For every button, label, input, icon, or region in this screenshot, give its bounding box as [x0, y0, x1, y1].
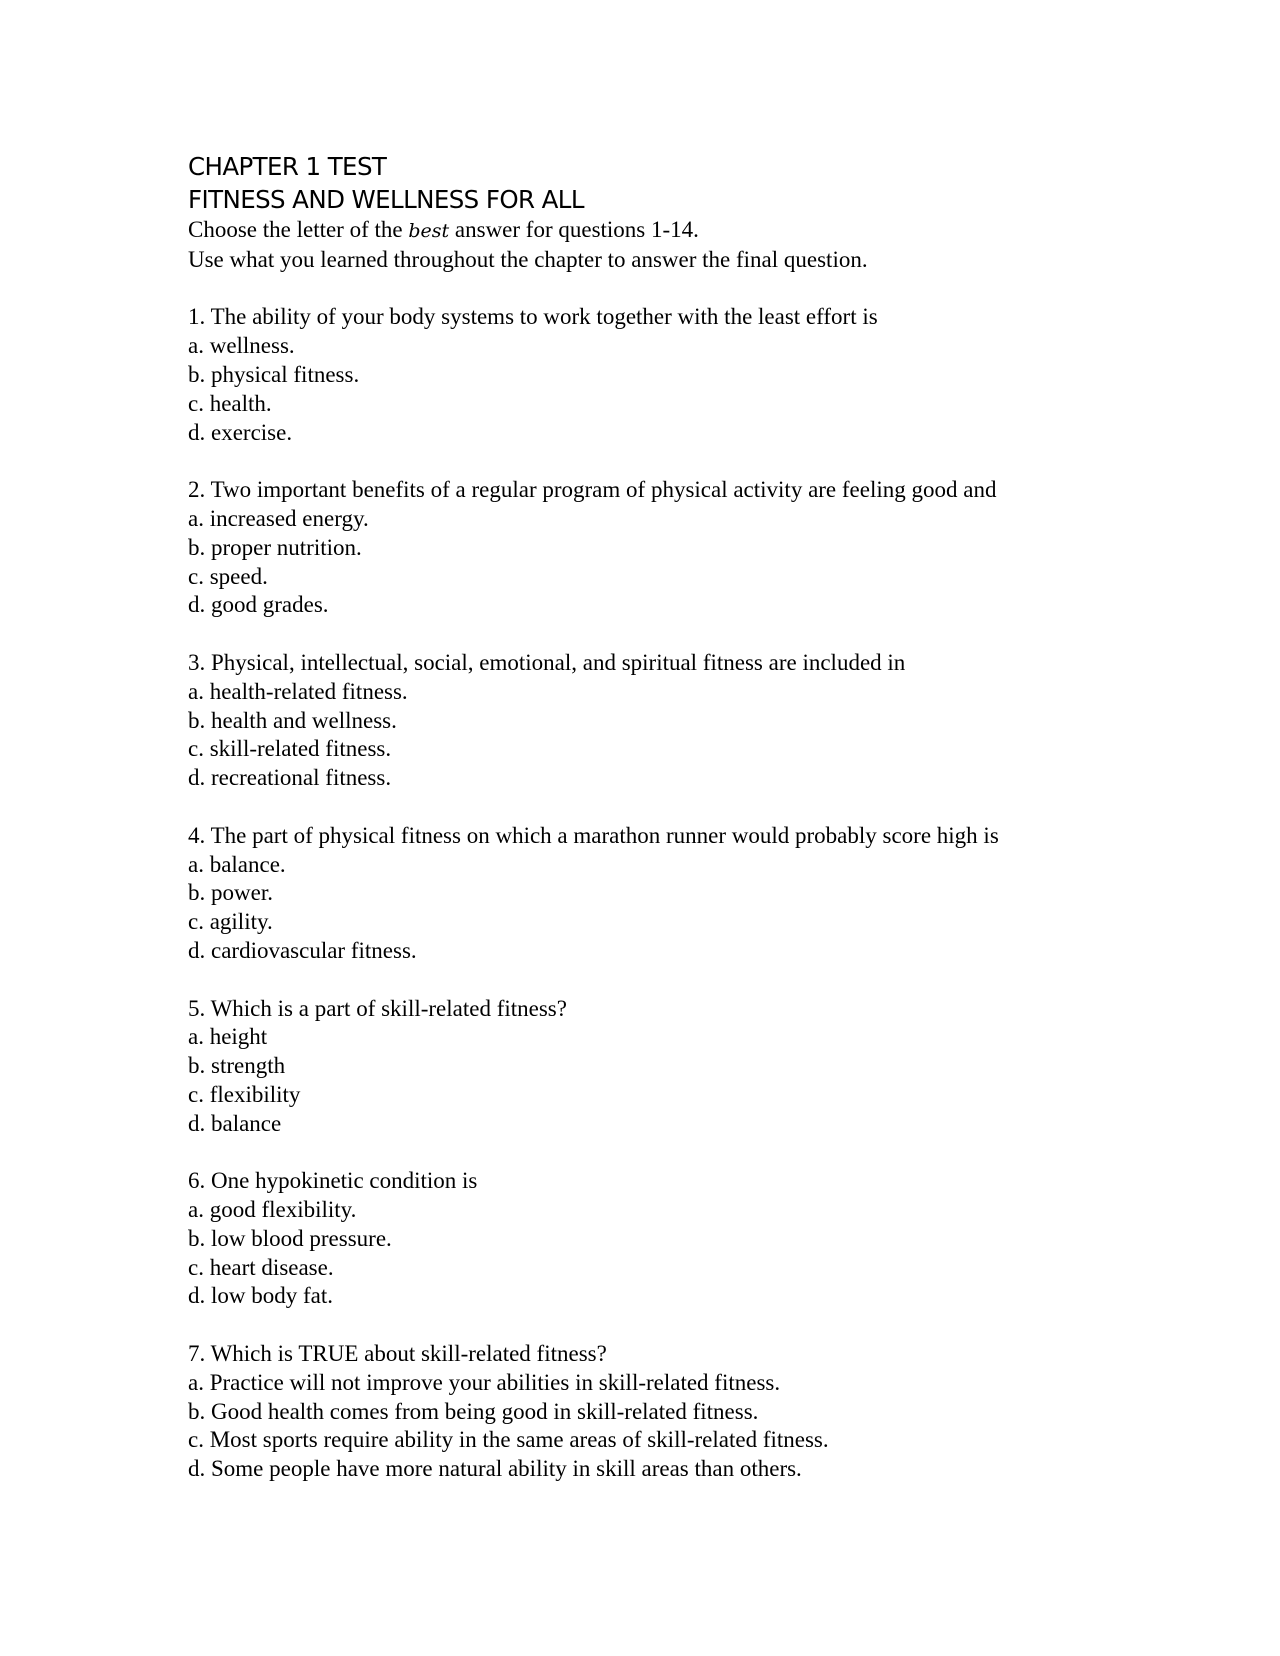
answer-option-b[interactable]: b. health and wellness.: [188, 707, 397, 733]
answer-option-c[interactable]: c. agility.: [188, 909, 273, 935]
answer-option-b[interactable]: b. physical fitness.: [188, 361, 360, 387]
instruction-text-after: answer for questions 1-14.: [449, 217, 699, 242]
answer-option-d[interactable]: d. Some people have more natural ability in skill areas than others.: [188, 1456, 802, 1482]
question-stem: 3. Physical, intellectual, social, emotional, and spiritual fitness are included in: [188, 649, 906, 675]
answer-option-b[interactable]: b. power.: [188, 880, 273, 906]
answer-option-a[interactable]: a. wellness.: [188, 333, 295, 359]
instruction-emphasis: best: [408, 220, 450, 242]
answer-option-a[interactable]: a. good flexibility.: [188, 1197, 357, 1223]
answer-option-d[interactable]: d. low body fat.: [188, 1283, 334, 1309]
question-2: [188, 476, 1188, 620]
question-stem: 7. Which is TRUE about skill-related fitness?: [188, 1341, 607, 1367]
answer-option-c[interactable]: c. heart disease.: [188, 1254, 334, 1280]
test-subtitle: FITNESS AND WELLNESS FOR ALL: [188, 185, 584, 214]
answer-option-d[interactable]: d. exercise.: [188, 419, 293, 445]
answer-option-d[interactable]: d. cardiovascular fitness.: [188, 937, 417, 963]
answer-option-b[interactable]: b. low blood pressure.: [188, 1225, 392, 1251]
answer-option-a[interactable]: a. height: [188, 1024, 268, 1050]
answer-option-c[interactable]: c. skill-related fitness.: [188, 736, 392, 762]
answer-option-d[interactable]: d. good grades.: [188, 592, 329, 618]
instruction-text-before: Choose the letter of the: [188, 217, 409, 242]
answer-option-c[interactable]: c. health.: [188, 390, 272, 416]
answer-option-c[interactable]: c. flexibility: [188, 1081, 301, 1107]
answer-option-d[interactable]: d. balance: [188, 1110, 282, 1136]
test-page: [188, 150, 1188, 1513]
answer-option-b[interactable]: b. Good health comes from being good in skill-related fitness.: [188, 1398, 759, 1424]
instruction-line-2: Use what you learned throughout the chapter to answer the final question.: [188, 246, 868, 272]
answer-option-d[interactable]: d. recreational fitness.: [188, 765, 392, 791]
answer-option-b[interactable]: b. strength: [188, 1053, 286, 1079]
chapter-title: CHAPTER 1 TEST: [188, 152, 387, 181]
instructions: [188, 216, 1188, 275]
question-stem: 2. Two important benefits of a regular program of physical activity are feeling good and: [188, 477, 997, 503]
question-7: [188, 1340, 1188, 1484]
answer-option-a[interactable]: a. Practice will not improve your abilities in skill-related fitness.: [188, 1369, 781, 1395]
question-3: [188, 649, 1188, 793]
instruction-line-1: [188, 216, 1188, 246]
question-stem: 5. Which is a part of skill-related fitness?: [188, 995, 567, 1021]
answer-option-a[interactable]: a. increased energy.: [188, 505, 369, 531]
answer-option-b[interactable]: b. proper nutrition.: [188, 534, 362, 560]
answer-option-c[interactable]: c. Most sports require ability in the same areas of skill-related fitness.: [188, 1427, 829, 1453]
answer-option-a[interactable]: a. balance.: [188, 851, 286, 877]
question-4: [188, 822, 1188, 966]
question-1: [188, 303, 1188, 447]
question-stem: 6. One hypokinetic condition is: [188, 1168, 478, 1194]
question-6: [188, 1167, 1188, 1311]
question-stem: 1. The ability of your body systems to work together with the least effort is: [188, 304, 878, 330]
question-stem: 4. The part of physical fitness on which a marathon runner would probably score high is: [188, 822, 999, 848]
answer-option-a[interactable]: a. health-related fitness.: [188, 678, 408, 704]
question-5: [188, 995, 1188, 1139]
answer-option-c[interactable]: c. speed.: [188, 563, 268, 589]
